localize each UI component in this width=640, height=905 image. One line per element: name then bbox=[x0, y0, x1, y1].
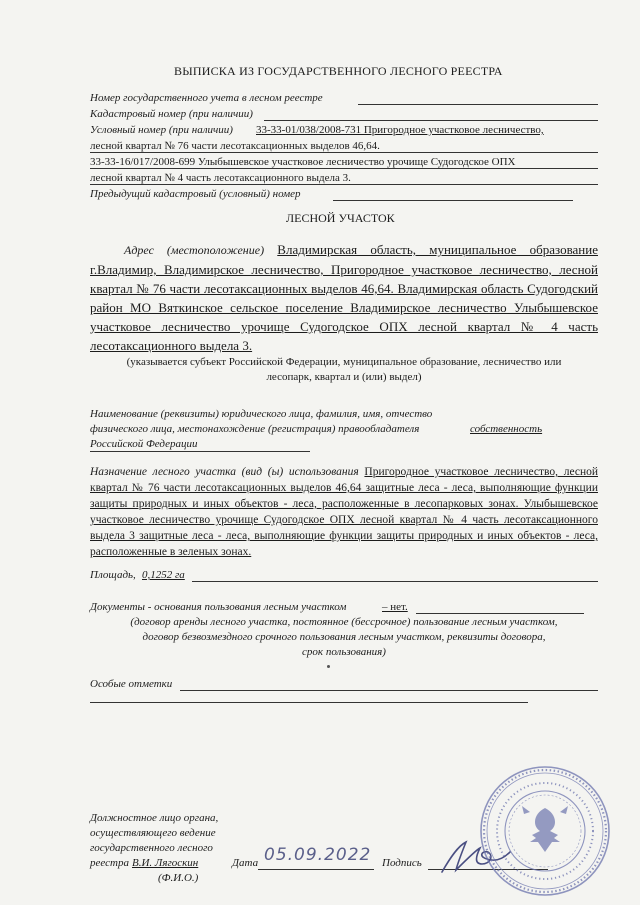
previous-number-label: Предыдущий кадастровый (условный) номер bbox=[90, 188, 301, 200]
area-label: Площадь, bbox=[90, 569, 136, 581]
conditional-line-3 bbox=[90, 168, 598, 169]
holder-label-2: физического лица, местонахождение (регистрация) правообладателя bbox=[90, 423, 420, 435]
address-hint-2: лесопарк, квартал и (или) выдел) bbox=[266, 371, 422, 383]
conditional-label: Условный номер (при наличии) bbox=[90, 124, 233, 136]
holder-label-1: Наименование (реквизиты) юридического лица, фамилия, имя, отчество bbox=[90, 408, 433, 420]
official-name: В.И. Лягоскин bbox=[132, 857, 199, 869]
official-label-4: реестра bbox=[90, 857, 129, 869]
conditional-value-3: 33-33-16/017/2008-699 Улыбышевское участковое лесничество урочище Судогодское ОПХ bbox=[90, 156, 516, 168]
documents-value: – нет. bbox=[382, 601, 408, 613]
official-label-2: осуществляющего ведение bbox=[90, 827, 216, 839]
holder-line bbox=[90, 451, 310, 452]
purpose-value: Пригородное участковое лесничество, лесной квартал № 76 части лесотаксационных выделов 46,64 защитные леса - леса, выполняющие функции защиты природных и иных объектов - леса, расположенные в лесопарковых зонах. Улыбышевское участковое лесничество урочище Судогодское ОПХ лесной квартал № 4 часть лесотаксационного выдела 3 защитные леса - леса, выполняющие функции защиты природных и иных объектов - леса, расположенные в зеленых зонах. bbox=[90, 466, 598, 558]
fio-hint: (Ф.И.О.) bbox=[158, 872, 199, 884]
documents-hint-1: (договор аренды лесного участка, постоянное (бессрочное) пользование лесным участком, bbox=[130, 616, 558, 628]
area-value: 0,1252 га bbox=[142, 569, 185, 581]
documents-label: Документы - основания пользования лесным участком bbox=[90, 601, 347, 613]
address-block bbox=[90, 240, 598, 355]
reg-number-label: Номер государственного учета в лесном реестре bbox=[90, 92, 323, 104]
date-line bbox=[258, 869, 374, 870]
ink-dot bbox=[327, 665, 330, 668]
date-value: 05.09.2022 bbox=[264, 845, 372, 865]
cadastral-line bbox=[264, 120, 598, 121]
conditional-value-4: лесной квартал № 4 часть лесотаксационного выдела 3. bbox=[90, 172, 351, 184]
purpose-block bbox=[90, 464, 598, 560]
holder-value-2: Российской Федерации bbox=[90, 438, 198, 450]
notes-line-1 bbox=[180, 690, 598, 691]
cadastral-label: Кадастровый номер (при наличии) bbox=[90, 108, 253, 120]
date-label: Дата bbox=[232, 857, 259, 869]
conditional-line-4 bbox=[90, 184, 598, 185]
section-title: ЛЕСНОЙ УЧАСТОК bbox=[286, 211, 395, 225]
official-label-1: Должностное лицо органа, bbox=[90, 812, 219, 824]
official-label-3: государственного лесного bbox=[90, 842, 213, 854]
previous-number-line bbox=[333, 200, 573, 201]
conditional-line-2 bbox=[90, 152, 598, 153]
official-stamp bbox=[478, 764, 612, 898]
reg-number-line bbox=[358, 104, 598, 105]
purpose-label: Назначение лесного участка (вид (ы) использования bbox=[90, 466, 359, 478]
documents-hint-2: договор безвозмездного срочного пользования лесным участком, реквизиты договора, bbox=[142, 631, 546, 643]
documents-line bbox=[416, 613, 584, 614]
document-title: ВЫПИСКА ИЗ ГОСУДАРСТВЕННОГО ЛЕСНОГО РЕЕСТРА bbox=[174, 64, 503, 78]
conditional-value-2: лесной квартал № 76 части лесотаксационных выделов 46,64. bbox=[90, 140, 380, 152]
address-hint-1: (указывается субъект Российской Федерации, муниципальное образование, лесничество или bbox=[126, 356, 562, 368]
area-line bbox=[192, 581, 598, 582]
documents-hint-3: срок пользования) bbox=[302, 646, 386, 658]
notes-line-2 bbox=[90, 702, 528, 703]
address-label: Адрес (местоположение) bbox=[124, 243, 265, 257]
stamp-emblem bbox=[522, 806, 568, 852]
holder-value-1: собственность bbox=[470, 423, 543, 435]
conditional-value-1: 33-33-01/038/2008-731 Пригородное участковое лесничество, bbox=[256, 124, 544, 136]
notes-label: Особые отметки bbox=[90, 678, 173, 690]
sign-label: Подпись bbox=[382, 857, 422, 869]
address-value: Владимирская область, муниципальное образование г.Владимир, Владимирское лесничество, Пригородное участковое лесничество, лесной квартал № 76 части лесотаксационных выделов 46,64. Владимирская область Судогодский район МО Вяткинское сельское поселение Владимирское лесничество Улыбышевское участковое лесничество урочище Судогодское ОПХ лесной квартал № 4 часть лесотаксационного выдела 3. bbox=[90, 242, 598, 353]
